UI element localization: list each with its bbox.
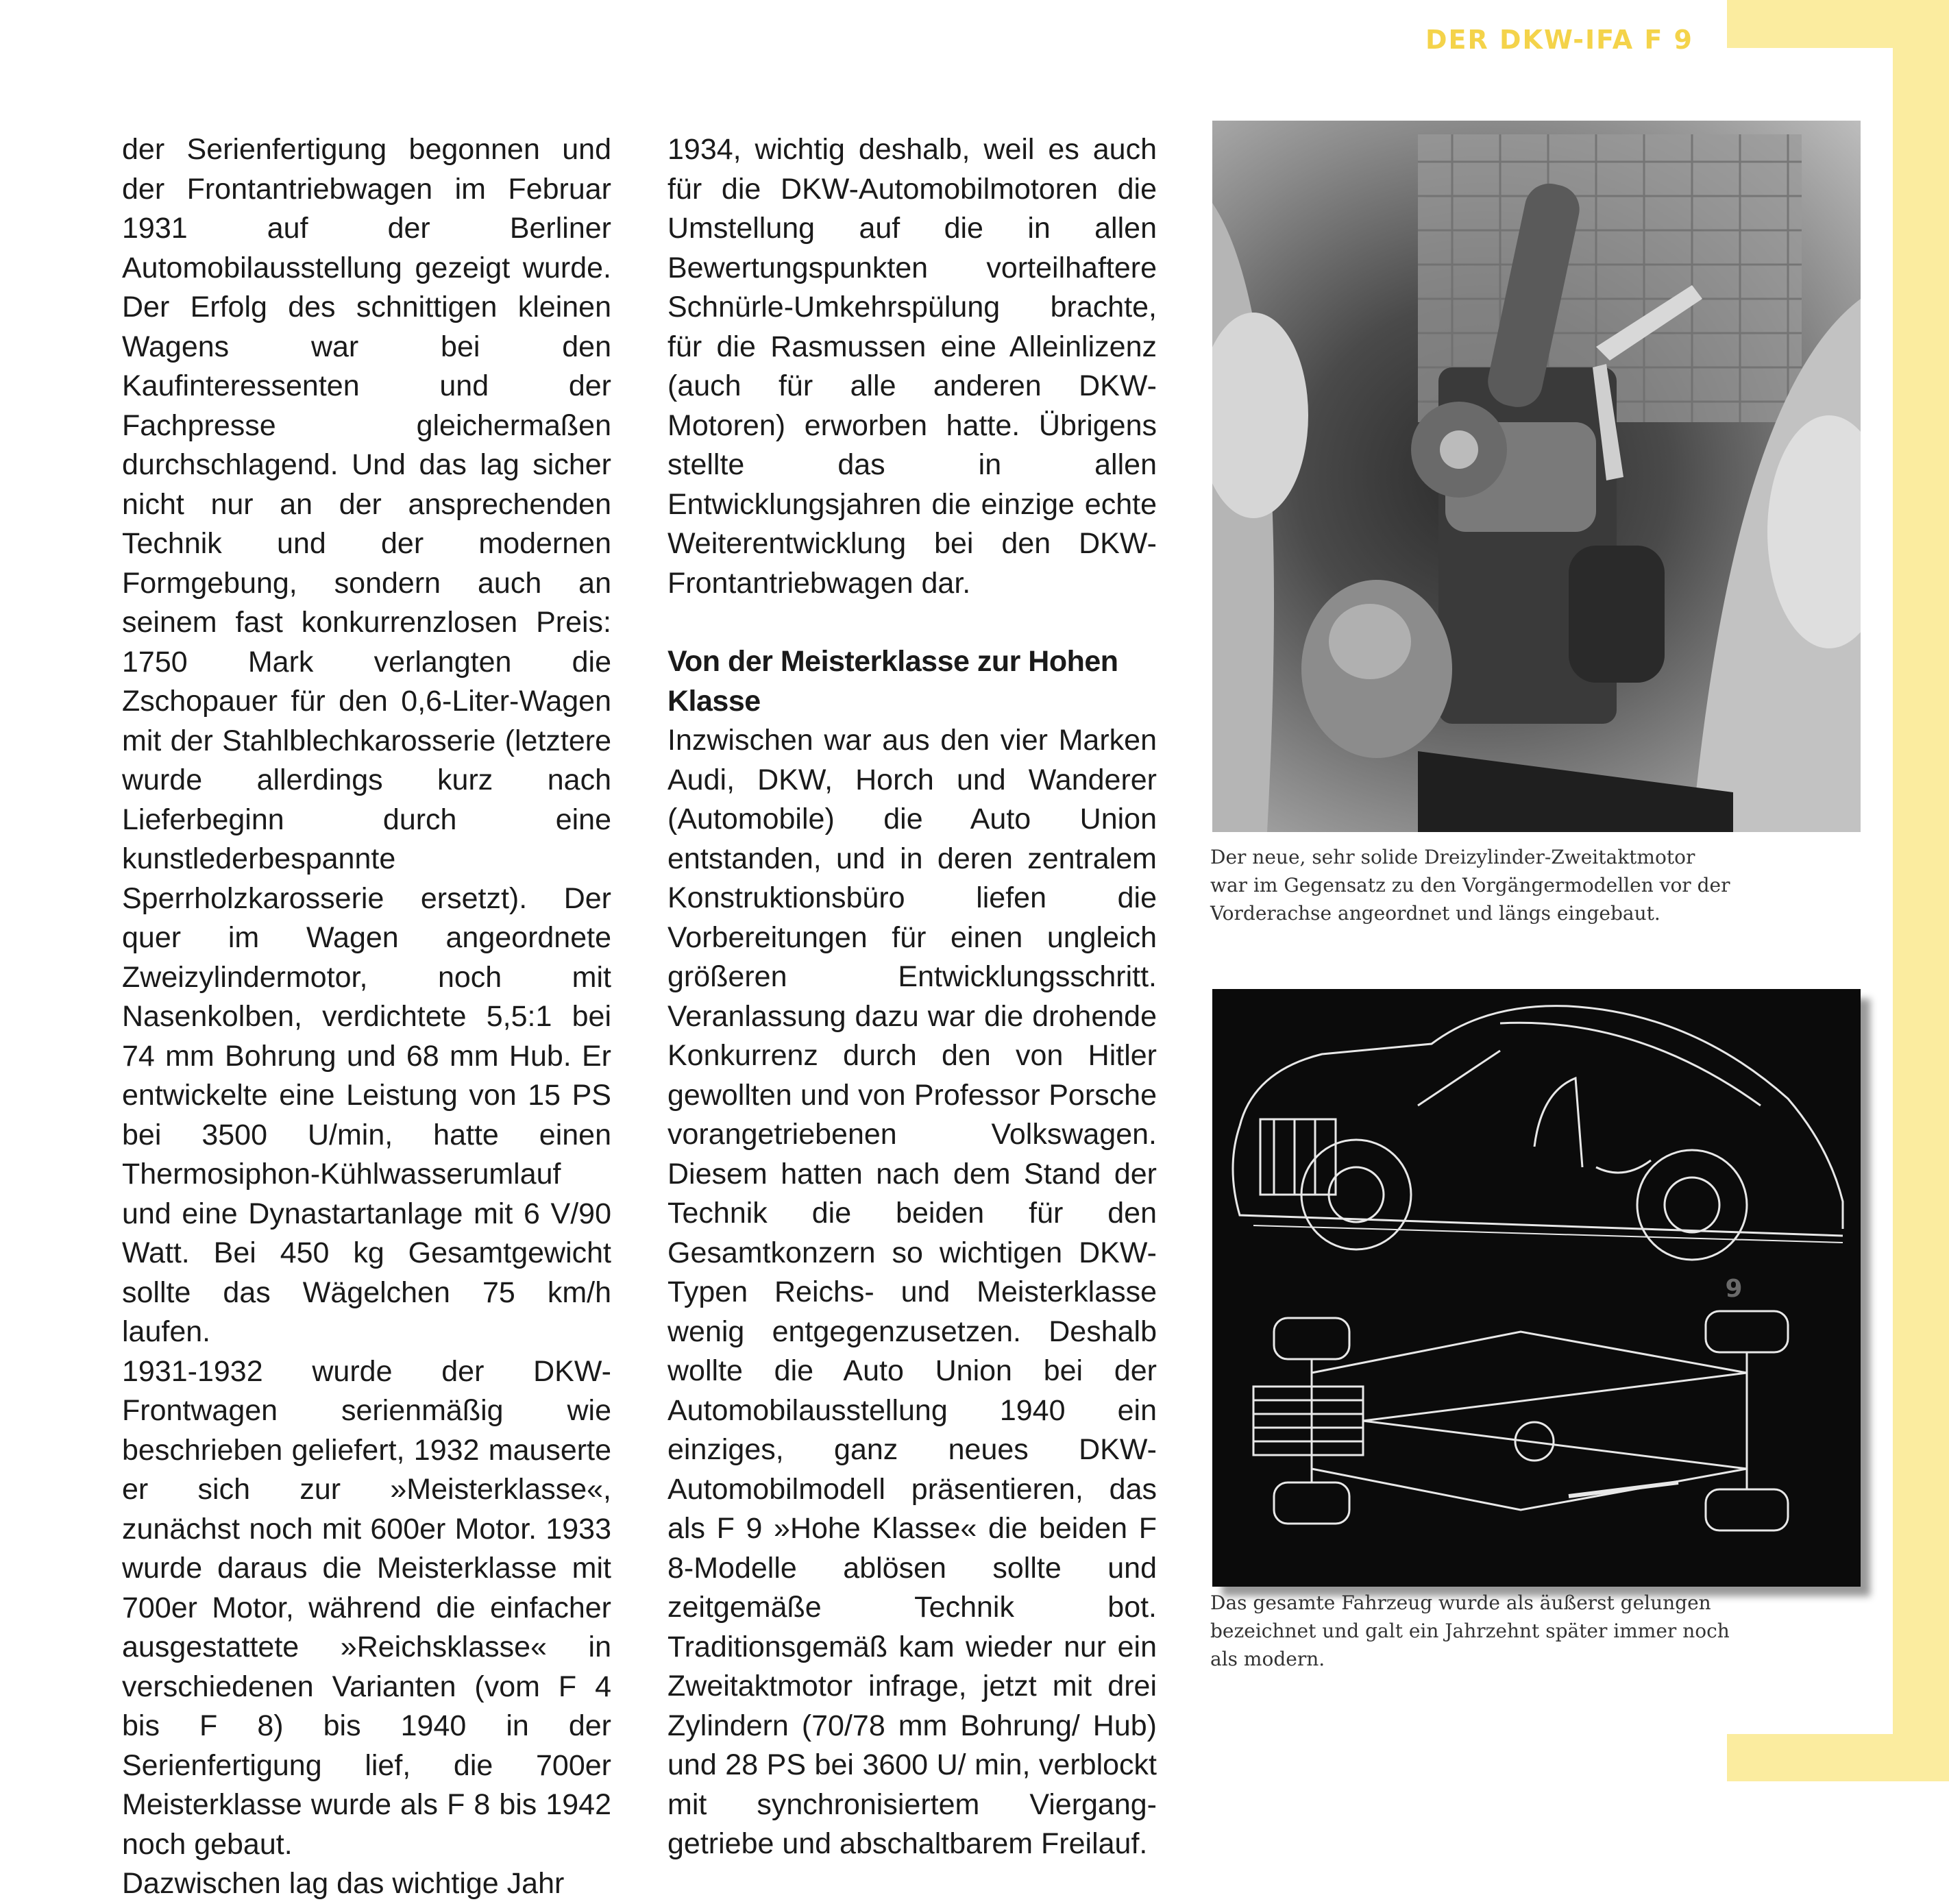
- header-band: [1727, 0, 1949, 48]
- engine-photo-caption: Der neue, sehr solide Dreizylinder-Zweitaktmotor war im Gegensatz zu den Vorgängermodellen vor der Vorderachse angeordnet und längs eingebaut.: [1210, 846, 1730, 925]
- chassis-drawing-illustration: [1212, 989, 1861, 1587]
- engine-photo-illustration: [1212, 121, 1861, 832]
- chassis-drawing: [1212, 989, 1861, 1587]
- section-heading: Von der Meisterklasse zur Hohen Klasse: [667, 645, 1118, 718]
- page-edge-stripe: [1893, 0, 1949, 1781]
- engine-photo: [1212, 121, 1861, 832]
- chassis-drawing-caption: Das gesamte Fahrzeug wurde als äußerst gelungen bezeichnet und galt ein Jahrzehnt später immer noch als modern.: [1210, 1591, 1730, 1670]
- paragraph: 1931-1932 wurde der DKW-Frontwagen serienmäßig wie beschrieben geliefert, 1932 mauserte er sich zur »Meisterklasse«, zunächst noch mit 600er Motor. 1933 wurde daraus die Meisterklasse mit 700er Motor, während die einfacher ausgestattete »Reichsklasse« in verschiedenen Varianten (vom F 4 bis F 8) bis 1940 in der Serienfertigung lief, die 700er Meisterklasse wurde als F 8 bis 1942 noch gebaut.: [122, 1354, 611, 1861]
- running-header: DER DKW-IFA F 9: [1425, 25, 1693, 55]
- paragraph: Dazwischen lag das wichtige Jahr: [122, 1867, 565, 1900]
- paragraph: der Serienfertigung begonnen und der Frontantriebwagen im Februar 1931 auf der Berliner Automobilausstellung gezeigt wurde. Der Erfolg des schnittigen kleinen Wagens war bei den Kaufinteressenten und der Fachpresse gleichermaßen durchschlagend. Und das lag sicher nicht nur an der ansprechenden Technik und der modernen Formgebung, sondern auch an seinem fast konkurrenzlosen Preis: 1750 Mark verlangten die Zschopauer für den 0,6-Liter-Wagen mit der Stahlblechkarosserie (letztere wurde allerdings kurz nach Lieferbeginn durch eine kunstlederbespannte Sperrholzkarosserie ersetzt). Der quer im Wagen angeordnete Zweizylindermotor, noch mit Nasenkolben, verdichtete 5,5:1 bei 74 mm Bohrung und 68 mm Hub. Er entwickelte eine Leistung von 15 PS bei 3500 U/min, hatte einen Thermosiphon-Kühlwasserumlauf und eine Dynastartanlage mit 6 V/90 Watt. Bei 450 kg Gesamtgewicht sollte das Wägelchen 75 km/h laufen.: [122, 133, 611, 1348]
- paragraph: Inzwischen war aus den vier Marken Audi, DKW, Horch und Wanderer (Automobile) die Auto Union entstanden, und in deren zentralem Konstruktionsbüro liefen die Vorbereitungen für einen ungleich größeren Entwicklungsschritt. Veranlassung dazu war die drohende Konkurrenz durch den von Hitler gewollten und von Professor Porsche vorangetriebenen Volkswagen. Diesem hatten nach dem Stand der Technik die beiden für den Gesamtkonzern so wichtigen DKW-Typen Reichs- und Meisterklasse wenig entgegenzusetzen. Deshalb wollte die Auto Union bei der Automobilausstellung 1940 ein einziges, ganz neues DKW-Automobilmodell präsentieren, das als F 9 »Hohe Klasse« die beiden F 8-Modelle ablösen sollte und zeitgemäße Technik bot. Traditionsgemäß kam wieder nur ein Zweitaktmotor infrage, jetzt mit drei Zylindern (70/78 mm Bohrung/ Hub) und 28 PS bei 3600 U/ min, verblockt mit synchronisiertem Viergang-getriebe und abschaltbarem Freilauf.: [667, 724, 1157, 1860]
- page-number: 9: [1725, 1275, 1743, 1303]
- footer-band: [1727, 1734, 1949, 1781]
- paragraph: 1934, wichtig deshalb, weil es auch für die DKW-Automobilmotoren die Umstellung auf die in allen Bewertungspunkten vorteilhaftere Schnürle-Umkehrspülung brachte, für die Rasmussen eine Alleinlizenz (auch für alle anderen DKW-Motoren) erworben hatte. Übrigens stellte das in allen Entwicklungsjahren die einzige echte Weiterentwicklung bei den DKW-Frontantriebwagen dar.: [667, 133, 1157, 600]
- middle-text-column: [667, 130, 1157, 1864]
- left-text-column: [122, 130, 611, 1904]
